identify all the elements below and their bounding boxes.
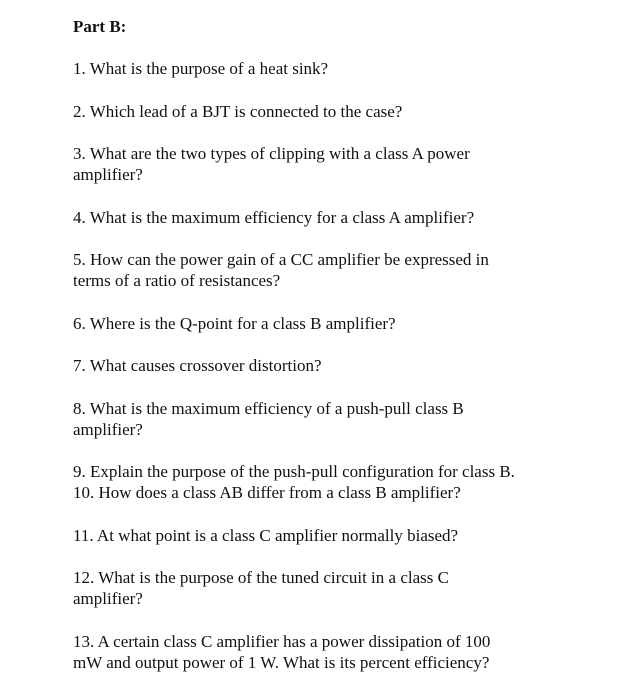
question-3 [73,143,603,185]
question-line: 13. A certain class C amplifier has a power dissipation of 100 [73,632,491,651]
question-line: 5. How can the power gain of a CC amplifier be expressed in [73,250,489,269]
question-12 [73,567,603,609]
question-2 [73,101,603,122]
question-5 [73,249,603,291]
question-line: 3. What are the two types of clipping with a class A power [73,144,470,163]
question-4 [73,207,603,228]
question-line: amplifier? [73,589,143,608]
section-heading: Part B: [73,17,127,36]
question-line: 7. What causes crossover distortion? [73,356,322,375]
question-line: 6. Where is the Q-point for a class B amplifier? [73,314,396,333]
question-11 [73,525,603,546]
question-line: 12. What is the purpose of the tuned circuit in a class C [73,568,449,587]
question-7 [73,355,603,376]
question-line: 8. What is the maximum efficiency of a push-pull class B [73,399,464,418]
question-line: 10. How does a class AB differ from a class B amplifier? [73,483,461,502]
question-line: 11. At what point is a class C amplifier normally biased? [73,526,459,545]
question-13 [73,631,603,673]
question-line: 4. What is the maximum efficiency for a class A amplifier? [73,208,475,227]
question-1 [73,58,603,79]
question-line: 1. What is the purpose of a heat sink? [73,59,329,78]
document [73,16,603,673]
question-line: terms of a ratio of resistances? [73,271,281,290]
question-8 [73,398,603,440]
question-line: 9. Explain the purpose of the push-pull configuration for class B. [73,462,515,481]
question-line: 2. Which lead of a BJT is connected to the case? [73,102,403,121]
question-line: amplifier? [73,165,143,184]
question-line: mW and output power of 1 W. What is its percent efficiency? [73,653,490,672]
question-line: amplifier? [73,420,143,439]
question-9-10 [73,461,603,503]
question-6 [73,313,603,334]
